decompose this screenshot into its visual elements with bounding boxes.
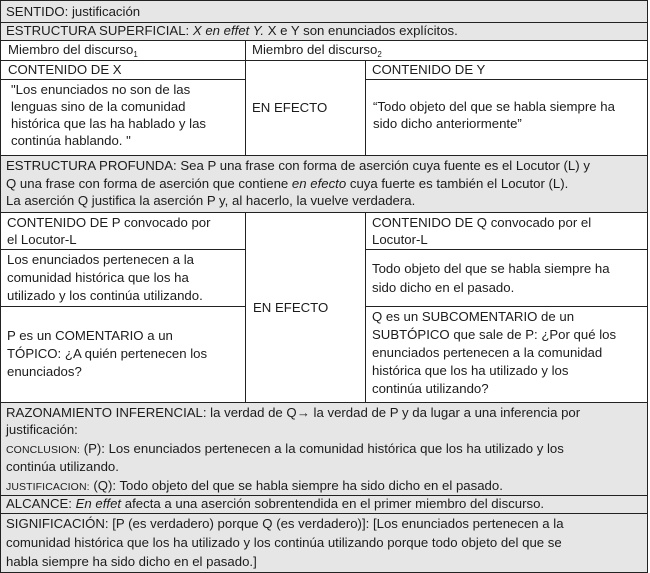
contenido-x-line: lenguas sino de la comunidad <box>11 99 186 114</box>
contenido-p-line: utilizado y los continúa utilizando. <box>7 288 203 303</box>
conclusion-line <box>6 440 564 459</box>
comentario-line: P es un COMENTARIO a un <box>7 328 173 343</box>
significacion-line: SIGNIFICACIÓN: [P (es verdadero) porque Q (es verdadero)]: [Los enunciados pertenecen a la <box>6 516 564 531</box>
subcomentario-line: Q es un SUBCOMENTARIO de un <box>372 309 575 324</box>
alcance-label: ALCANCE: <box>6 496 72 511</box>
rule <box>365 306 648 307</box>
justificacion-label: JUSTIFICACION: <box>6 481 90 493</box>
contenido-q-header: CONTENIDO DE Q convocado por el <box>372 215 592 230</box>
miembro-1-subscript: 1 <box>133 50 138 59</box>
justificacion-line <box>6 477 503 496</box>
contenido-x-line: "Los enunciados no son de las <box>11 82 191 97</box>
conclusion-label: CONCLUSION: <box>6 444 81 456</box>
conclusion-text: (P): Los enunciados pertenecen a la comunidad histórica que los ha utilizado y los <box>80 441 564 456</box>
alcance-italic: En effet <box>75 496 122 511</box>
contenido-y-header: CONTENIDO DE Y <box>372 62 486 77</box>
rule <box>0 306 245 307</box>
estructura-profunda-italic: en efecto <box>291 176 347 191</box>
contenido-p-header: CONTENIDO DE P convocado por <box>7 215 211 230</box>
contenido-x-line: continúa hablando. " <box>11 133 131 148</box>
contenido-q-line: Todo objeto del que se habla siempre ha <box>372 261 610 276</box>
estructura-profunda-text: Q una frase con forma de aserción que contiene <box>6 176 289 191</box>
contenido-q-header: Locutor-L <box>372 232 428 247</box>
rule <box>0 155 648 156</box>
rule <box>245 40 246 156</box>
rule <box>365 249 648 250</box>
significacion-line: habla siempre ha sido dicho en el pasado.] <box>6 554 257 569</box>
miembro-2-subscript: 2 <box>377 50 382 59</box>
rule <box>365 60 366 156</box>
estructura-profunda-text: cuya fuerte es también el Locutor (L). <box>349 176 569 191</box>
subcomentario-line: SUBTÓPICO que sale de P: ¿Por qué los <box>372 327 617 342</box>
comentario-line: enunciados? <box>7 364 82 379</box>
significacion-line: comunidad histórica que los ha utilizado y los continúa utilizando porque todo objeto del que se <box>6 535 562 550</box>
miembro-1-label <box>8 41 138 58</box>
contenido-y-line: sido dicho anteriormente” <box>373 116 522 131</box>
alcance-text: afecta a una aserción sobrentendida en el primer miembro del discurso. <box>124 496 545 511</box>
rule <box>0 513 648 514</box>
subcomentario-line: histórica que los ha utilizado y los <box>372 363 569 378</box>
contenido-p-line: comunidad histórica que los ha <box>7 270 189 285</box>
estructura-profunda-line: ESTRUCTURA PROFUNDA: Sea P una frase con forma de aserción cuya fuente es el Locutor (L) y <box>6 158 590 173</box>
sentido-text: SENTIDO: justificación <box>6 4 141 19</box>
razonamiento-line: RAZONAMIENTO INFERENCIAL: la verdad de Q→ la verdad de P y da lugar a una inferencia por <box>6 405 581 420</box>
miembro-2-text: Miembro del discurso <box>252 42 378 57</box>
estructura-profunda-line <box>6 175 568 192</box>
alcance-line <box>6 495 544 512</box>
razonamiento-line: justificación: <box>6 422 78 437</box>
conclusion-line: continúa utilizando. <box>6 459 119 474</box>
miembro-1-text: Miembro del discurso <box>8 42 134 57</box>
rule <box>0 79 245 80</box>
contenido-p-line: Los enunciados pertenecen a la <box>7 252 194 267</box>
rule <box>0 402 648 403</box>
estructura-superficial-formula: X en effet Y. <box>192 23 265 38</box>
rule <box>0 0 1 573</box>
estructura-superficial <box>6 22 458 39</box>
estructura-profunda-line: La aserción Q justifica la aserción P y, al hacerlo, la vuelve verdadera. <box>6 193 416 208</box>
estructura-superficial-label: ESTRUCTURA SUPERFICIAL: <box>6 23 190 38</box>
comentario-line: TÓPICO: ¿A quién pertenecen los <box>7 346 208 361</box>
contenido-q-line: sido dicho en el pasado. <box>372 280 515 295</box>
miembro-2-label <box>252 41 382 58</box>
subcomentario-line: continúa utilizando? <box>372 381 489 396</box>
contenido-p-header: el Locutor-L <box>7 232 77 247</box>
justificacion-text: (Q): Todo objeto del que se habla siempre ha sido dicho en el pasado. <box>89 478 503 493</box>
rule <box>365 212 366 403</box>
contenido-x-header: CONTENIDO DE X <box>8 62 122 77</box>
rule <box>647 0 648 573</box>
rule <box>245 212 246 403</box>
rule <box>0 212 648 213</box>
rule <box>365 79 648 80</box>
connector-en-efecto: EN EFECTO <box>252 100 328 115</box>
contenido-y-line: “Todo objeto del que se habla siempre ha <box>373 99 615 114</box>
subcomentario-line: enunciados pertenecen a la comunidad <box>372 345 603 360</box>
connector-en-efecto: EN EFECTO <box>253 300 329 315</box>
estructura-superficial-rest: X e Y son enunciados explícitos. <box>267 23 458 38</box>
contenido-x-line: histórica que las ha hablado y las <box>11 116 207 131</box>
rule <box>0 249 245 250</box>
rule <box>0 0 648 1</box>
